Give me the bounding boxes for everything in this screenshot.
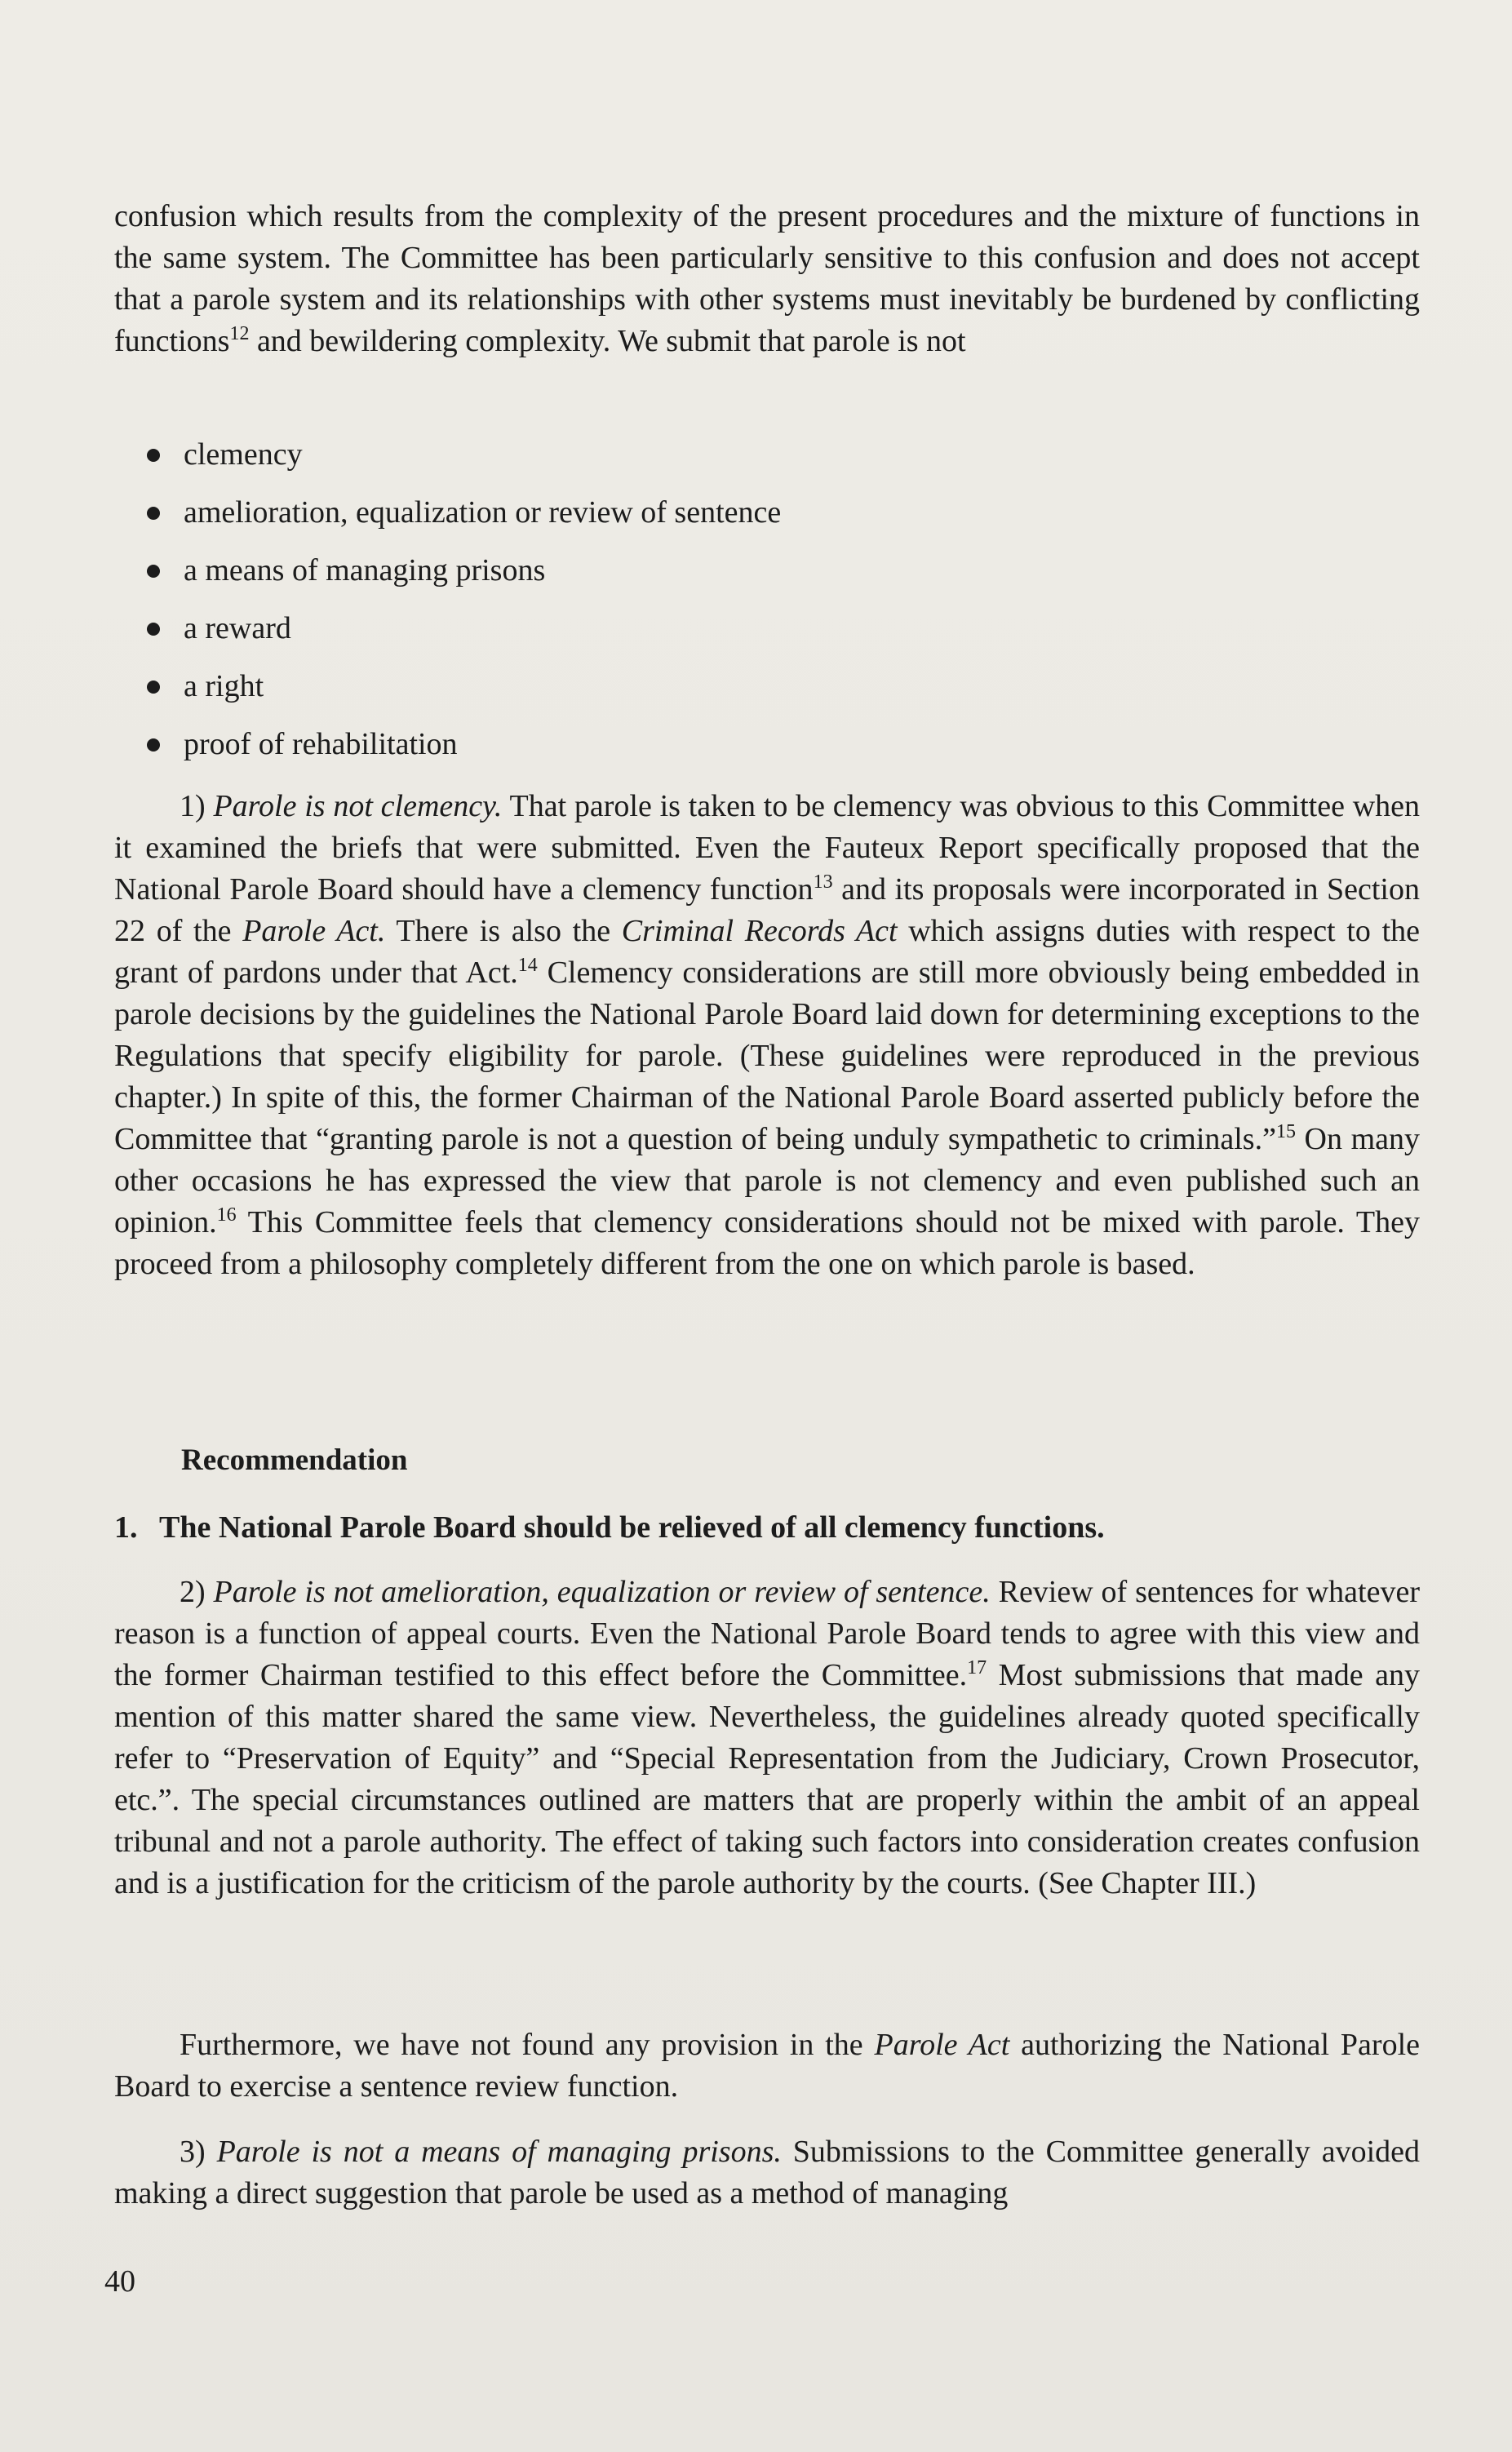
list-item: a reward bbox=[114, 600, 1420, 658]
amelioration-paragraph: 2) Parole is not amelioration, equalization or review of sentence. Review of sentences for whatever reason is a function of appeal courts. Even the National Parole Board tends to agree with this view and the former Chairman testified to this effect before the Committee.$^{17}$ Most submissions that made any mention of this matter shared the same view. Nevertheless, the guidelines already quoted specifically refer to “Preservation of Equity” and “Special Representation from the Judiciary, Crown Prosecutor, etc.”. The special circumstances outlined are matters that are properly within the ambit of an appeal tribunal and not a parole authority. The effect of taking such factors into consideration creates confusion and is a justification for the criticism of the parole authority by the courts. (See Chapter III.) bbox=[114, 1575, 1420, 1900]
footnote-ref-13: 13 bbox=[813, 871, 833, 893]
footnote-ref-12: 12 bbox=[229, 323, 250, 344]
intro-section bbox=[114, 196, 1420, 362]
list-item: amelioration, equalization or review of sentence bbox=[114, 484, 1420, 542]
bullet-icon bbox=[147, 738, 160, 752]
bullet-icon bbox=[147, 449, 160, 462]
list-item: a means of managing prisons bbox=[114, 542, 1420, 600]
recommendation-heading: Recommendation bbox=[181, 1443, 408, 1477]
furthermore-section bbox=[114, 2024, 1420, 2108]
intro-paragraph bbox=[114, 196, 1420, 362]
prisons-paragraph: 3) Parole is not a means of managing prisons. Submissions to the Committee generally avoided making a direct suggestion that parole be used as a method of managing bbox=[114, 2135, 1420, 2210]
clemency-section bbox=[114, 786, 1420, 1285]
amelioration-title: Parole is not amelioration, equalization or review of sentence. bbox=[213, 1575, 991, 1609]
furthermore-paragraph: Furthermore, we have not found any provision in the Parole Act authorizing the National Parole Board to exercise a sentence review function. bbox=[114, 2028, 1420, 2104]
not-list-section bbox=[114, 426, 1420, 774]
recommendation-section bbox=[114, 1440, 1420, 1548]
footnote-ref-14: 14 bbox=[517, 955, 538, 976]
footnote-ref-15: 15 bbox=[1275, 1121, 1296, 1142]
bullet-icon bbox=[147, 681, 160, 694]
bullet-icon bbox=[147, 565, 160, 578]
bullet-icon bbox=[147, 623, 160, 636]
list-item: a right bbox=[114, 658, 1420, 716]
page-number: 40 bbox=[104, 2264, 135, 2299]
footnote-ref-17: 17 bbox=[967, 1657, 987, 1678]
prisons-section bbox=[114, 2131, 1420, 2215]
clemency-title: Parole is not clemency. bbox=[213, 789, 503, 823]
parole-is-not-list bbox=[114, 426, 1420, 774]
prisons-title: Parole is not a means of managing prisons. bbox=[216, 2135, 782, 2169]
footnote-ref-16: 16 bbox=[216, 1204, 237, 1226]
list-item: clemency bbox=[114, 426, 1420, 484]
intro-text-b: and bewildering complexity. We submit that parole is not bbox=[249, 324, 966, 358]
amelioration-section bbox=[114, 1572, 1420, 1904]
list-item: proof of rehabilitation bbox=[114, 716, 1420, 774]
intro-text-a: confusion which results from the complexity of the present procedures and the mixture of functions in the same system. The Committee has been particularly sensitive to this confusion and does not accept that a parole system and its relationships with other systems must inevitably be burdened by conflicting functions bbox=[114, 199, 1420, 358]
bullet-icon bbox=[147, 507, 160, 520]
recommendation-item: 1. The National Parole Board should be relieved of all clemency functions. bbox=[114, 1510, 1105, 1545]
clemency-paragraph: 1) Parole is not clemency. That parole is taken to be clemency was obvious to this Committee when it examined the briefs that were submitted. Even the Fauteux Report specifically proposed that the National Parole Board should have a clemency function$^{13}$ and its proposals were incorporated in Section 22 of the Parole Act. There is also the Criminal Records Act which assigns duties with respect to the grant of pardons under that Act.$^{14}$ Clemency considerations are still more obviously being embedded in parole decisions by the guidelines the National Parole Board laid down for determining exceptions to the Regulations that specify eligibility for parole. (These guidelines were reproduced in the previous chapter.) In spite of this, the former Chairman of the National Parole Board asserted publicly before the Committee that “granting parole is not a question of being unduly sympathetic to criminals.”$^{15}$ On many other occasions he has expressed the view that parole is not clemency and even published such an opinion.$^{16}$ This Committee feels that clemency considerations should not be mixed with parole. They proceed from a philosophy completely different from the one on which parole is based. bbox=[114, 789, 1421, 1281]
